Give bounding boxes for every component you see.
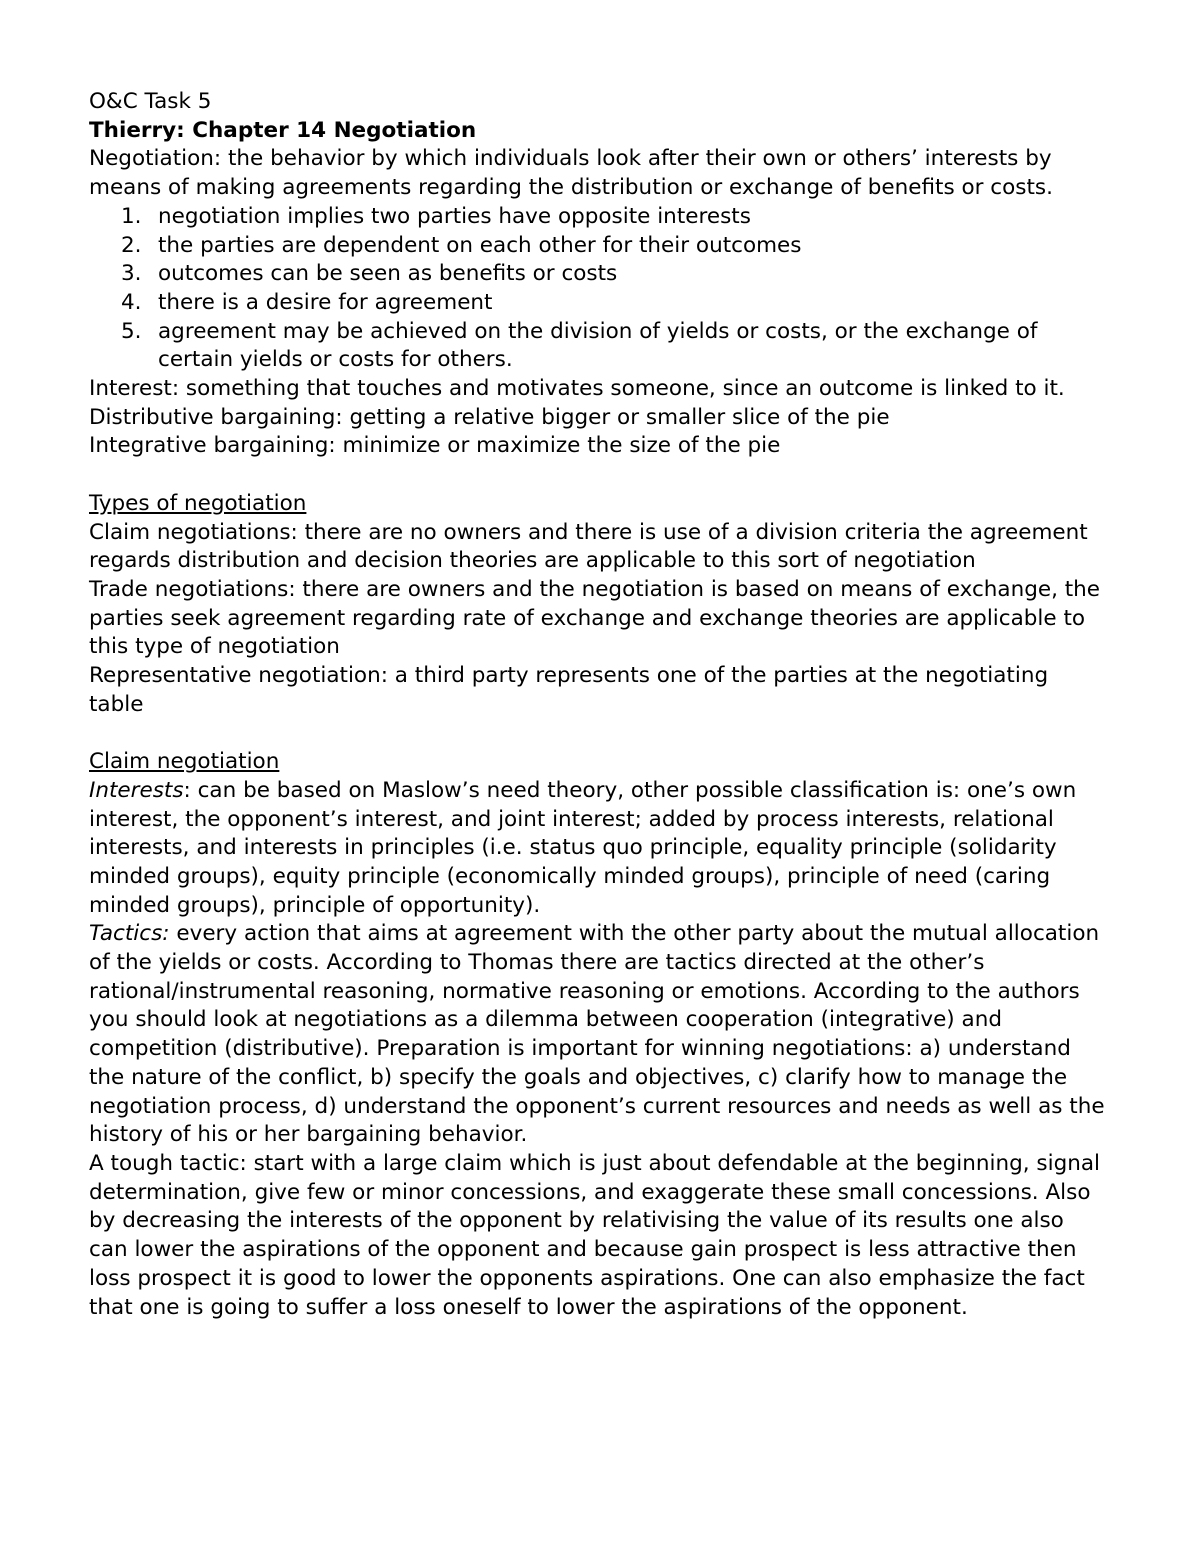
list-item	[121, 232, 1109, 261]
interests-paragraph	[89, 777, 1109, 921]
list-text: negotiation implies two parties have opposite interests	[158, 203, 751, 229]
tough-tactic-paragraph: A tough tactic: start with a large claim which is just about defendable at the beginning, signal determination, give few or minor concessions, and exaggerate these small concessions. Also by decreasing the interests of the opponent by relativising the value of its results one also can lower the aspirations of the opponent and because gain prospect is less attractive then loss prospect it is good to lower the opponents aspirations. One can also emphasize the fact that one is going to suffer a loss oneself to lower the aspirations of the opponent.	[89, 1150, 1101, 1320]
interests-label: Interests	[89, 777, 184, 803]
distributive-bargaining: Distributive bargaining: getting a relative bigger or smaller slice of the pie	[89, 404, 890, 430]
blank-line	[89, 461, 1109, 490]
list-item	[121, 318, 1109, 375]
list-text: the parties are dependent on each other for their outcomes	[158, 232, 802, 258]
list-text: agreement may be achieved on the division of yields or costs, or the exchange of certain yields or costs for others.	[158, 318, 1038, 373]
representative-negotiation-definition: Representative negotiation: a third party represents one of the parties at the negotiating table	[89, 663, 1049, 717]
types-heading: Types of negotiation	[89, 490, 307, 516]
list-text: outcomes can be seen as benefits or costs	[158, 261, 618, 287]
blank-line	[89, 719, 1109, 748]
list-number: 4.	[121, 289, 142, 315]
negotiation-criteria-list	[89, 203, 1109, 375]
list-number: 2.	[121, 232, 142, 258]
interest-definition: Interest: something that touches and motivates someone, since an outcome is linked to it.	[89, 376, 1065, 402]
list-text: there is a desire for agreement	[158, 289, 493, 315]
tactics-text: every action that aims at agreement with the other party about the mutual allocation of the yields or costs. According to Thomas there are tactics directed at the other’s rational/instrumental reasoning, normative reasoning or emotions. According to the authors you should look at negotiations as a dilemma between cooperation (integrative) and competition (distributive). Preparation is important for winning negotiations: a) understand the nature of the conflict, b) specify the goals and objectives, c) clarify how to manage the negotiation process, d) understand the opponent’s current resources and needs as well as the history of his or her bargaining behavior.	[89, 921, 1105, 1148]
list-number: 1.	[121, 203, 142, 229]
list-item	[121, 203, 1109, 232]
task-label: O&C Task 5	[89, 89, 212, 114]
trade-negotiations-definition: Trade negotiations: there are owners and the negotiation is based on means of exchange, the parties seek agreement regarding rate of exchange and exchange theories are applicable to this type of negotiation	[89, 576, 1101, 660]
document-page	[89, 88, 1109, 1322]
chapter-title: Thierry: Chapter 14 Negotiation	[89, 117, 477, 143]
tactics-label: Tactics:	[89, 921, 170, 947]
negotiation-definition: Negotiation: the behavior by which individuals look after their own or others’ interests by means of making agreements regarding the distribution or exchange of benefits or costs.	[89, 146, 1053, 201]
claim-negotiations-definition: Claim negotiations: there are no owners and there is use of a division criteria the agreement regards distribution and decision theories are applicable to this sort of negotiation	[89, 519, 1088, 574]
tactics-paragraph	[89, 920, 1109, 1150]
list-item	[121, 260, 1109, 289]
list-item	[121, 289, 1109, 318]
integrative-bargaining: Integrative bargaining: minimize or maximize the size of the pie	[89, 433, 781, 459]
list-number: 5.	[121, 318, 142, 344]
claim-negotiation-heading: Claim negotiation	[89, 749, 280, 775]
list-number: 3.	[121, 261, 142, 287]
interests-text: : can be based on Maslow’s need theory, other possible classification is: one’s own interest, the opponent’s interest, and joint interest; added by process interests, relational interests, and interests in principles (i.e. status quo principle, equality principle (solidarity minded groups), equity principle (economically minded groups), principle of need (caring minded groups), principle of opportunity).	[89, 777, 1077, 918]
